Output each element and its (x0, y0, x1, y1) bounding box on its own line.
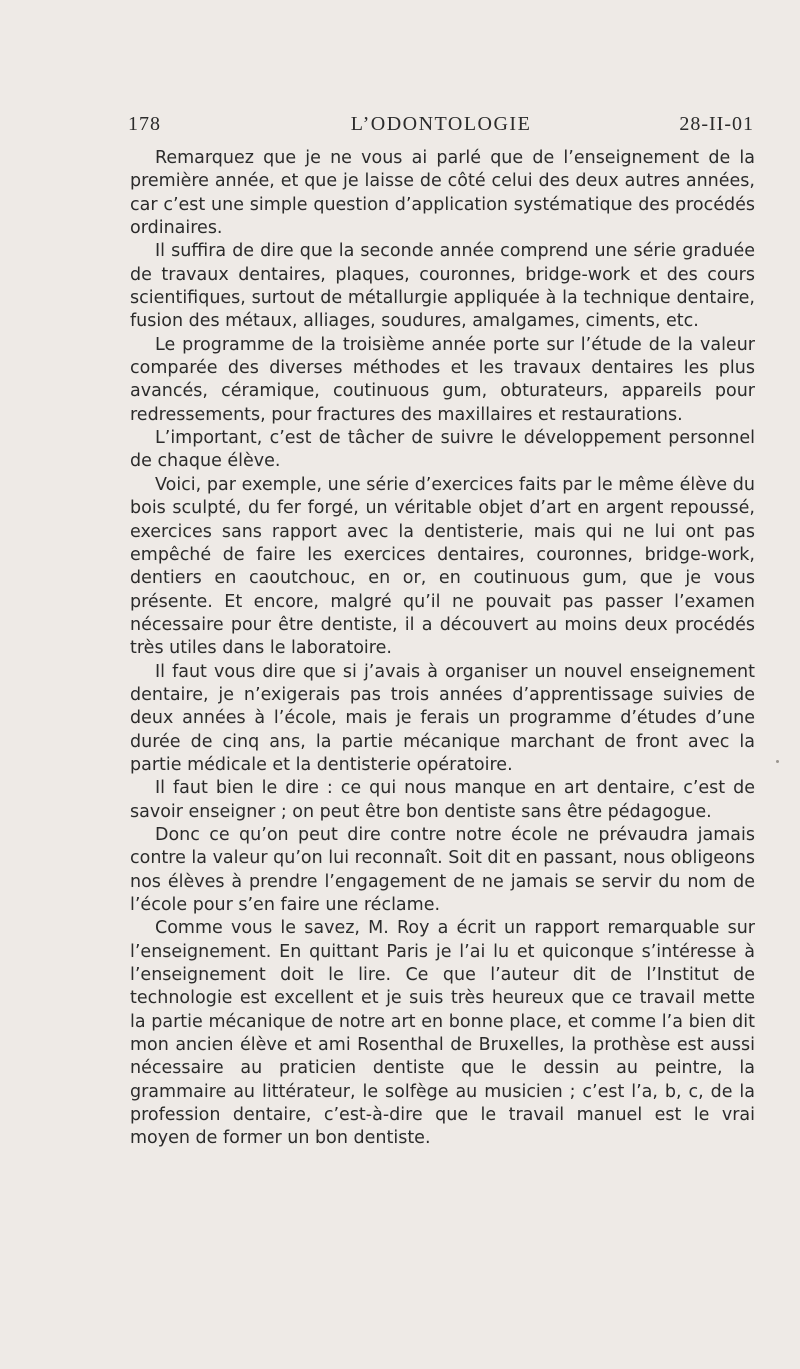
paragraph: Voici, par exemple, une série d’exercices faits par le même élève du bois sculpté, du fer forgé, un véritable objet d’art en argent repoussé, exercices sans rapport avec la dentisterie, mais qui ne lui ont pas empêché de faire les exercices dentaires, couronnes, bridge-work, dentiers en caoutchouc, en or, en coutinuous gum, que je vous présente. Et encore, malgré qu’il ne pouvait pas passer l’examen nécessaire pour être dentiste, il a découvert au moins deux procédés très utiles dans le laboratoire. (130, 474, 755, 659)
paragraph: Il faut bien le dire : ce qui nous manque en art dentaire, c’est de savoir enseigner ; on peut être bon dentiste sans être pédagogue. (130, 778, 755, 822)
page-number: 178 (128, 113, 161, 135)
paragraph: Le programme de la troisième année porte sur l’étude de la valeur comparée des diverses méthodes et les travaux dentaires les plus avancés, céramique, coutinuous gum, obturateurs, appareils pour redressements, pour fractures des maxillaires et restaurations. (130, 334, 755, 425)
paragraph: Remarquez que je ne vous ai parlé que de l’enseignement de la première année, et que je laisse de côté celui des deux autres années, car c’est une simple question d’application systématique des procédés ordinaires. (130, 148, 755, 239)
running-title: L’ODONTOLOGIE (350, 113, 532, 135)
paragraph: Donc ce qu’on peut dire contre notre école ne prévaudra jamais contre la valeur qu’on lui reconnaît. Soit dit en passant, nous obligeons nos élèves à prendre l’engagement de ne jamais se servir du nom de l’école pour s’en faire une réclame. (130, 824, 755, 915)
issue-date: 28-II-01 (679, 113, 754, 135)
paragraph: L’important, c’est de tâcher de suivre le développement personnel de chaque élève. (130, 428, 755, 472)
paragraph: Il suffira de dire que la seconde année comprend une série graduée de travaux dentaires, plaques, couronnes, bridge-work et des cours scientifiques, surtout de métallurgie appliquée à la technique dentaire, fusion des métaux, alliages, soudures, amalgames, ciments, etc. (130, 241, 755, 332)
page-header (128, 113, 754, 143)
paragraph: Il faut vous dire que si j’avais à organiser un nouvel enseignement dentaire, je n’exigerais pas trois années d’apprentissage suivies de deux années à l’école, mais je ferais un programme d’études d’une durée de cinq ans, la partie mécanique marchant de front avec la partie médicale et la dentisterie opératoire. (130, 661, 755, 775)
paragraph: Comme vous le savez, M. Roy a écrit un rapport remarquable sur l’enseignement. En quittant Paris je l’ai lu et quiconque s’intéresse à l’enseignement doit le lire. Ce que l’auteur dit de l’Institut de technologie est excellent et je suis très heureux que ce travail mette la partie mécanique de notre art en bonne place, et comme l’a bien dit mon ancien élève et ami Rosenthal de Bruxelles, la prothèse est aussi nécessaire au praticien dentiste que le dessin au peintre, la grammaire au littérateur, le solfège au musicien ; c’est l’a, b, c, de la profession dentaire, c’est-à-dire que le travail manuel est le vrai moyen de former un bon dentiste. (130, 918, 755, 1149)
article-body (130, 147, 755, 1151)
paper-speck (776, 760, 779, 763)
